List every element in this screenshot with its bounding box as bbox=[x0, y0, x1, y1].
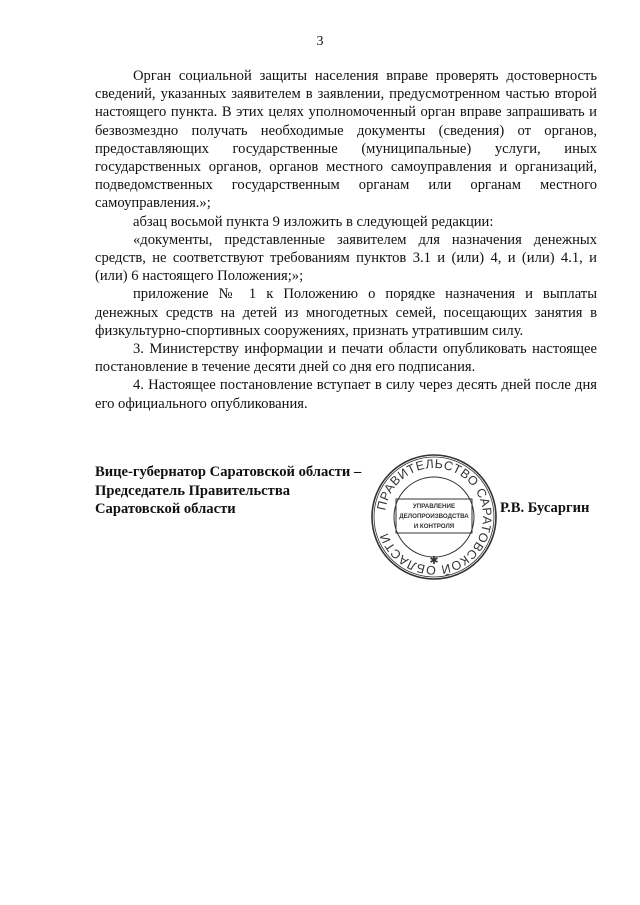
page-number: 3 bbox=[316, 34, 324, 49]
stamp-seal bbox=[369, 452, 499, 582]
signature-title-line: Вице-губернатор Саратовской области – bbox=[95, 464, 362, 480]
paragraph-publication: 3. Министерству информации и печати области опубликовать настоящее постановление в течение десяти дней со дня его подписания. bbox=[95, 341, 597, 376]
paragraph-verification: Орган социальной защиты населения вправе проверять достоверность сведений, указанных заявителем в заявлении, предусмотренном частью второй настоящего пункта. В этих целях уполномоченный орган вправе запрашивать и безвозмездно получать необходимые документы (сведения) от органов, предоставляющих государственные (муниципальные) услуги, иных государственных органов, органов местного самоуправления и организаций, подведомственных государственным органам или органам местного самоуправления.»; bbox=[95, 68, 597, 212]
stamp-inner-line: ДЕЛОПРОИЗВОДСТВА bbox=[399, 513, 469, 520]
stamp-star-icon: ✱ bbox=[429, 554, 439, 567]
signature-title bbox=[95, 463, 361, 519]
signer-name: Р.В. Бусаргин bbox=[500, 500, 590, 516]
signature-title-line: Саратовской области bbox=[95, 501, 236, 517]
stamp-inner-line: УПРАВЛЕНИЕ bbox=[412, 503, 456, 510]
document-body bbox=[95, 67, 597, 413]
stamp-outer-text: ПРАВИТЕЛЬСТВО САРАТОВСКОЙ ОБЛАСТИ bbox=[374, 456, 495, 578]
paragraph-clause-9: абзац восьмой пункта 9 изложить в следующей редакции: bbox=[133, 213, 494, 230]
signature-title-line: Председатель Правительства bbox=[95, 482, 291, 499]
paragraph-effective-date: 4. Настоящее постановление вступает в силу через десять дней после дня его официального опубликования. bbox=[95, 377, 597, 412]
paragraph-documents: «документы, представленные заявителем для назначения денежных средств, не соответствуют требованиям пунктов 3.1 и (или) 4, и (или) 4.1, и (или) 6 настоящего Положения;»; bbox=[95, 231, 597, 285]
stamp-inner-line: И КОНТРОЛЯ bbox=[413, 523, 455, 530]
official-stamp bbox=[369, 452, 499, 582]
paragraph-appendix: приложение № 1 к Положению о порядке назначения и выплаты денежных средств на детей из многодетных семей, посещающих занятия в физкультурно-спортивных сооружениях, признать утратившим силу. bbox=[95, 286, 597, 339]
